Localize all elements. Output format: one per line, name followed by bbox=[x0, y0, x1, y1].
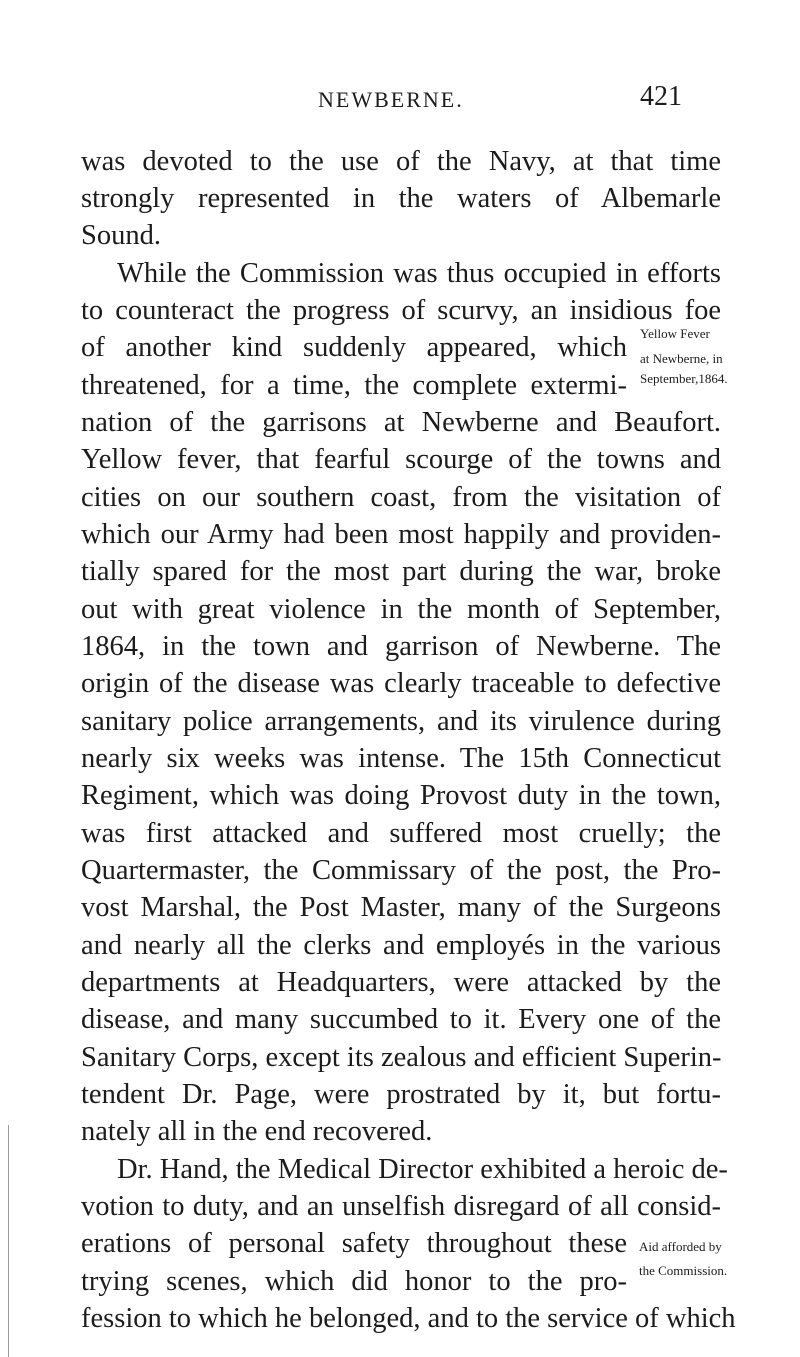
text-line: to counteract the progress of scurvy, an insidious foe bbox=[81, 295, 721, 326]
text-line: fession to which he belonged, and to the service of which bbox=[81, 1303, 736, 1334]
text-line: Sound. bbox=[81, 220, 161, 251]
text-line: vost Marshal, the Post Master, many of the Surgeons bbox=[81, 892, 721, 923]
text-line: departments at Headquarters, were attacked by the bbox=[81, 967, 721, 998]
text-line: 1864, in the town and garrison of Newberne. The bbox=[81, 631, 721, 662]
text-line: nately all in the end recovered. bbox=[81, 1116, 433, 1147]
text-line: origin of the disease was clearly traceable to defective bbox=[81, 668, 721, 699]
text-line: threatened, for a time, the complete extermi- bbox=[81, 370, 627, 401]
text-line: which our Army had been most happily and providen- bbox=[81, 519, 721, 550]
text-line: Dr. Hand, the Medical Director exhibited a heroic de- bbox=[117, 1154, 728, 1185]
text-line: disease, and many succumbed to it. Every one of the bbox=[81, 1004, 721, 1035]
text-line: votion to duty, and an unselfish disregard of all consid- bbox=[81, 1191, 721, 1222]
text-line: While the Commission was thus occupied in efforts bbox=[117, 258, 721, 289]
text-line: Regiment, which was doing Provost duty in the town, bbox=[81, 780, 721, 811]
margin-note-line: September,1864. bbox=[640, 371, 728, 386]
text-line: erations of personal safety throughout these bbox=[81, 1228, 627, 1259]
text-line: was devoted to the use of the Navy, at that time bbox=[81, 146, 721, 177]
margin-note-line: at Newberne, in bbox=[640, 351, 723, 366]
text-line: Quartermaster, the Commissary of the post, the Pro- bbox=[81, 855, 721, 886]
text-line: Yellow fever, that fearful scourge of the towns and bbox=[81, 444, 721, 475]
page-number: 421 bbox=[640, 81, 682, 112]
page-edge-rule bbox=[8, 1125, 9, 1357]
margin-note-line: the Commission. bbox=[639, 1263, 728, 1278]
running-head: NEWBERNE. bbox=[318, 87, 464, 112]
text-line: cities on our southern coast, from the visitation of bbox=[81, 482, 721, 513]
text-line: strongly represented in the waters of Albemarle bbox=[81, 183, 721, 214]
text-line: was first attacked and suffered most cruelly; the bbox=[81, 818, 721, 849]
text-line: out with great violence in the month of September, bbox=[81, 594, 721, 625]
margin-note-line: Yellow Fever bbox=[640, 326, 710, 341]
text-line: sanitary police arrangements, and its virulence during bbox=[81, 706, 721, 737]
text-line: Sanitary Corps, except its zealous and efficient Superin- bbox=[81, 1042, 722, 1073]
text-line: and nearly all the clerks and employés in the various bbox=[81, 930, 721, 961]
text-line: tially spared for the most part during the war, broke bbox=[81, 556, 721, 587]
margin-note-line: Aid afforded by bbox=[639, 1239, 722, 1254]
text-line: nation of the garrisons at Newberne and Beaufort. bbox=[81, 407, 721, 438]
text-line: trying scenes, which did honor to the pro- bbox=[81, 1266, 627, 1297]
text-line: tendent Dr. Page, were prostrated by it, but fortu- bbox=[81, 1079, 721, 1110]
text-line: nearly six weeks was intense. The 15th Connecticut bbox=[81, 743, 721, 774]
text-line: of another kind suddenly appeared, which bbox=[81, 332, 627, 363]
